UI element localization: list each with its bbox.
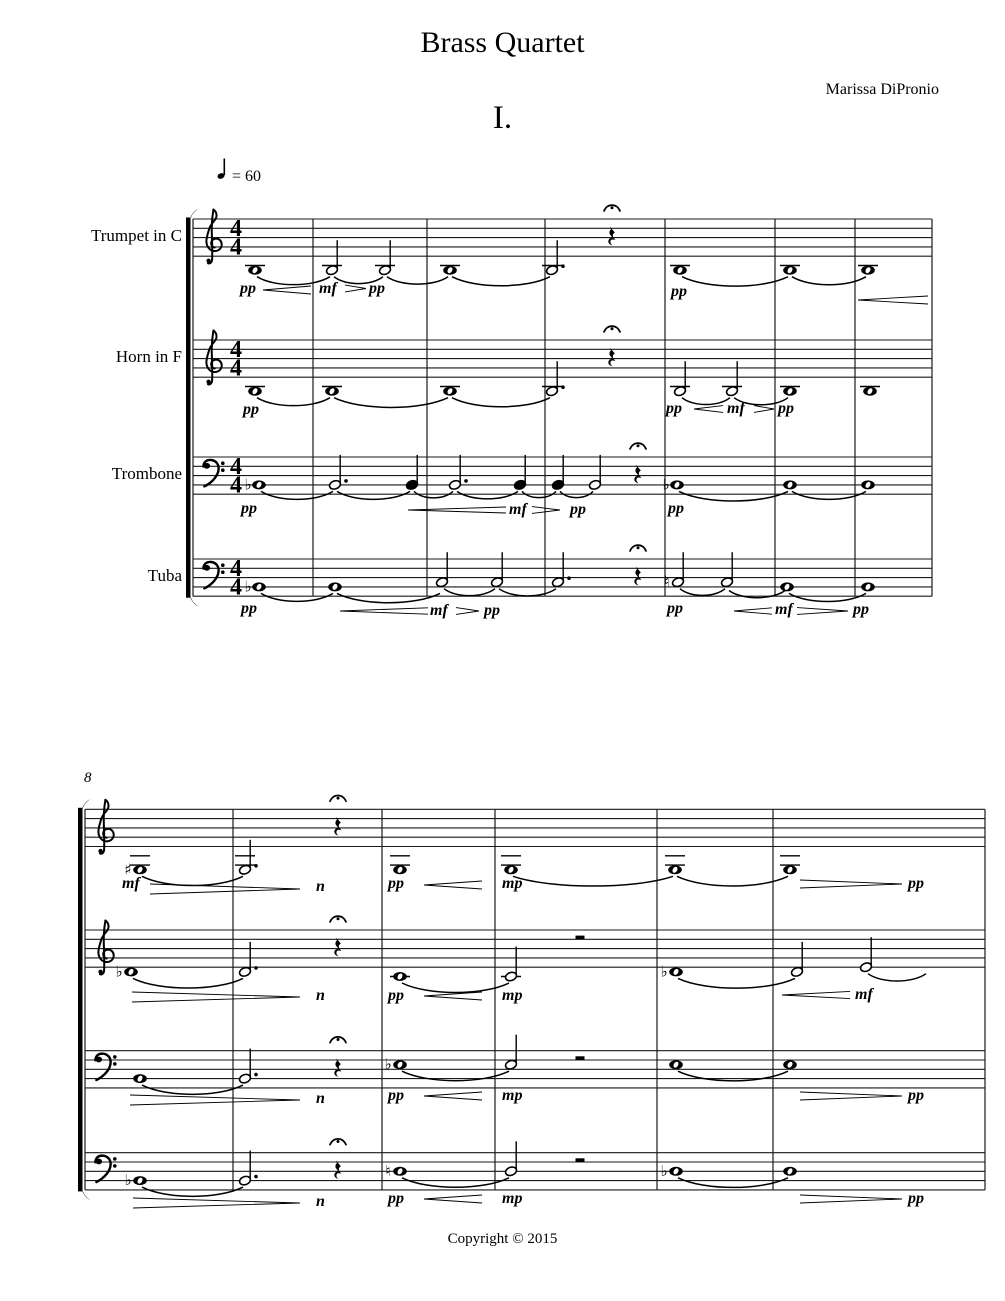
decrescendo-hairpin (132, 992, 300, 1002)
dynamic-marking (855, 986, 874, 1003)
tie (682, 398, 730, 405)
svg-text:mf: mf (509, 501, 527, 518)
accidental-icon (115, 962, 122, 980)
tie (402, 1178, 509, 1187)
quarter-note (405, 455, 418, 491)
whole-note (860, 387, 880, 396)
whole-note (245, 266, 265, 275)
quarter-rest-icon (608, 348, 615, 367)
dynamic-marking (386, 987, 404, 1004)
crescendo-hairpin (782, 991, 850, 998)
whole-note (133, 1176, 147, 1185)
dynamic-marking (239, 500, 257, 517)
whole-note (665, 856, 685, 875)
dynamic-marking (386, 1087, 404, 1104)
svg-text:pp: pp (240, 280, 256, 297)
half-note (238, 942, 257, 978)
whole-note (393, 1060, 407, 1069)
dynamic-marking (482, 602, 500, 619)
svg-text:n: n (316, 878, 325, 895)
svg-text:pp: pp (388, 1190, 404, 1207)
decrescendo-hairpin (130, 1095, 300, 1105)
svg-text:mf: mf (727, 400, 745, 417)
whole-note (440, 266, 460, 275)
svg-text:pp: pp (778, 400, 794, 417)
dynamic-marking (906, 1190, 924, 1207)
tie (334, 398, 448, 408)
svg-text:mp: mp (502, 1087, 523, 1104)
fermata-icon (630, 443, 646, 449)
whole-note (124, 967, 138, 976)
quarter-rest-icon (608, 227, 615, 246)
treble-clef-icon (98, 921, 113, 975)
whole-note (783, 1060, 797, 1069)
dynamic-marking (316, 1090, 325, 1107)
tie (677, 876, 788, 886)
half-note (670, 361, 690, 397)
svg-text:n: n (316, 987, 325, 1004)
dynamic-marking (669, 283, 687, 300)
accidental-icon (662, 475, 669, 493)
system-1 (186, 205, 932, 619)
dynamic-marking (665, 600, 683, 617)
dynamic-marking (776, 400, 794, 417)
svg-text:♯: ♯ (124, 860, 132, 879)
decrescendo-hairpin (532, 507, 560, 514)
tie (444, 589, 495, 596)
dynamic-marking (319, 280, 338, 297)
decrescendo-hairpin (133, 1198, 300, 1208)
svg-text:pp: pp (484, 602, 500, 619)
dynamic-marking (502, 987, 522, 1004)
svg-text:pp: pp (908, 1190, 924, 1207)
crescendo-hairpin (263, 286, 311, 294)
quarter-rest-icon (634, 567, 641, 586)
crescendo-hairpin (424, 1092, 482, 1100)
whole-note (322, 387, 342, 396)
dynamic-marking (122, 875, 141, 892)
whole-note (669, 967, 683, 976)
whole-note (501, 856, 521, 875)
half-rest-icon (576, 1158, 585, 1162)
quarter-rest-icon (334, 1058, 341, 1077)
fermata-icon (330, 916, 346, 922)
svg-text:4: 4 (230, 555, 242, 582)
movement-number: I. (492, 100, 513, 136)
fermata-icon (330, 795, 346, 801)
dynamic-marking (502, 1190, 522, 1207)
dynamic-marking (568, 501, 586, 518)
half-note (501, 947, 521, 983)
svg-text:pp: pp (570, 501, 586, 518)
instrument-label-horn: Horn in F (115, 347, 182, 366)
svg-text:4: 4 (230, 215, 242, 242)
decrescendo-hairpin (797, 608, 848, 615)
whole-note (670, 480, 684, 489)
svg-text:pp: pp (388, 1087, 404, 1104)
svg-text:n: n (316, 1090, 325, 1107)
accidental-icon (384, 1055, 391, 1073)
tie (679, 491, 788, 501)
bass-clef-icon (95, 1156, 116, 1182)
quarter-rest-icon (334, 938, 341, 957)
svg-text:pp: pp (388, 875, 404, 892)
dynamic-marking (238, 280, 256, 297)
dynamic-marking (386, 1190, 404, 1207)
half-rest-icon (576, 936, 585, 940)
half-note (322, 240, 342, 276)
svg-text:pp: pp (666, 400, 682, 417)
staff-trombone-system-2 (85, 1035, 985, 1107)
treble-clef-icon (206, 331, 221, 385)
instrument-label-trombone: Trombone (111, 464, 182, 483)
dynamic-marking (239, 600, 257, 617)
svg-text:pp: pp (671, 283, 687, 300)
treble-clef-icon (206, 210, 221, 264)
accidental-icon (660, 1162, 667, 1180)
svg-text:mf: mf (855, 986, 873, 1003)
tempo-marking (217, 159, 261, 186)
fermata-icon (330, 1139, 346, 1145)
tie (868, 974, 926, 981)
whole-note (252, 480, 266, 489)
dynamic-marking (386, 875, 404, 892)
tie (678, 1178, 788, 1188)
tie (402, 983, 509, 992)
tie (499, 589, 556, 596)
whole-note (861, 582, 875, 591)
half-note (551, 552, 570, 588)
tie (513, 876, 673, 886)
tie (142, 1085, 243, 1094)
quarter-note (551, 455, 564, 491)
staff-trumpet-system-2 (85, 795, 985, 895)
svg-text:pp: pp (668, 500, 684, 517)
crescendo-hairpin (424, 881, 482, 889)
svg-text:♭: ♭ (244, 475, 252, 494)
instrument-label-trumpet: Trumpet in C (90, 226, 182, 245)
fermata-icon (604, 326, 620, 332)
dynamic-marking (509, 501, 528, 518)
svg-text:mf: mf (430, 602, 448, 619)
whole-note (780, 266, 800, 275)
fermata-icon (604, 205, 620, 211)
whole-note (390, 856, 410, 875)
tie (133, 978, 243, 988)
tie (337, 491, 410, 499)
accidental-icon (664, 573, 669, 591)
tie (678, 1071, 788, 1081)
decrescendo-hairpin (800, 1092, 902, 1100)
dynamic-marking (727, 400, 746, 417)
svg-text:pp: pp (241, 500, 257, 517)
tie (457, 491, 518, 498)
svg-text:♭: ♭ (662, 475, 670, 494)
dynamic-marking (316, 1193, 325, 1210)
decrescendo-hairpin (456, 608, 479, 615)
whole-note (130, 856, 150, 875)
piece-title: Brass Quartet (420, 26, 585, 59)
crescendo-hairpin (858, 296, 928, 304)
svg-text:mf: mf (319, 280, 337, 297)
staff-horn-system-1 (193, 326, 932, 418)
dynamic-marking (906, 875, 924, 892)
svg-text:♭: ♭ (115, 962, 123, 981)
half-note (722, 361, 742, 397)
staff-tuba-system-2 (85, 1139, 985, 1210)
svg-text:pp: pp (667, 600, 683, 617)
svg-text:♭: ♭ (124, 1171, 132, 1190)
svg-text:4: 4 (230, 453, 242, 480)
decrescendo-hairpin (800, 1195, 902, 1203)
accidental-icon (124, 1171, 131, 1189)
half-note (504, 1141, 517, 1177)
quarter-rest-icon (634, 465, 641, 484)
accidental-icon (244, 475, 251, 493)
half-rest-icon (576, 1056, 585, 1060)
svg-text:♮: ♮ (385, 1161, 391, 1180)
staff-trumpet-system-1 (193, 205, 932, 304)
whole-note (783, 480, 797, 489)
system-2 (78, 795, 985, 1210)
crescendo-hairpin (408, 507, 506, 513)
half-note (588, 455, 601, 491)
tie (337, 593, 440, 602)
instrument-label-tuba: Tuba (147, 566, 182, 585)
dynamic-marking (664, 400, 682, 417)
tie (452, 398, 550, 407)
tie (261, 593, 333, 601)
quarter-note (513, 455, 526, 491)
half-note (504, 1035, 517, 1071)
dynamic-marking (316, 878, 325, 895)
svg-text:pp: pp (908, 1087, 924, 1104)
crescendo-hairpin (424, 1195, 482, 1203)
svg-text:4: 4 (230, 336, 242, 363)
tie (452, 277, 550, 286)
dynamic-marking (851, 601, 869, 618)
half-note (235, 840, 258, 876)
svg-text:pp: pp (243, 401, 259, 418)
svg-text:4: 4 (230, 234, 242, 261)
half-note (720, 552, 733, 588)
dynamic-marking (775, 601, 794, 618)
quarter-rest-icon (334, 817, 341, 836)
quarter-rest-icon (334, 1160, 341, 1179)
whole-note (252, 582, 266, 591)
dynamic-marking (502, 1087, 522, 1104)
svg-text:pp: pp (853, 601, 869, 618)
whole-note (861, 480, 875, 489)
decrescendo-hairpin (754, 406, 774, 413)
whole-note (440, 387, 460, 396)
tie (682, 277, 788, 286)
tie (678, 978, 795, 988)
crescendo-hairpin (340, 608, 428, 614)
svg-text:pp: pp (388, 987, 404, 1004)
whole-note (783, 1167, 797, 1176)
tie (142, 1187, 243, 1196)
bass-clef-icon (203, 562, 224, 588)
tie (261, 491, 333, 499)
half-note (490, 552, 503, 588)
svg-text:♭: ♭ (660, 962, 668, 981)
whole-note (245, 387, 265, 396)
bass-clef-icon (95, 1054, 116, 1080)
svg-text:mp: mp (502, 1190, 523, 1207)
dynamic-marking (430, 602, 449, 619)
fermata-icon (330, 1037, 346, 1043)
accidental-icon (385, 1162, 390, 1180)
whole-note (780, 856, 800, 875)
tie (402, 1071, 509, 1080)
dynamic-marking (906, 1087, 924, 1104)
fermata-icon (630, 545, 646, 551)
bass-clef-icon (203, 460, 224, 486)
half-note (375, 240, 395, 276)
whole-note (669, 1167, 683, 1176)
svg-text:♮: ♮ (664, 572, 670, 591)
crescendo-hairpin (694, 406, 723, 413)
svg-text:n: n (316, 1193, 325, 1210)
svg-text:4: 4 (230, 472, 242, 499)
whole-note (669, 1060, 683, 1069)
half-note (435, 552, 448, 588)
svg-text:mf: mf (775, 601, 793, 618)
accidental-icon (244, 577, 251, 595)
staff-horn-system-2 (85, 916, 985, 1004)
whole-note (390, 972, 410, 981)
svg-text:♭: ♭ (244, 577, 252, 596)
svg-text:pp: pp (241, 600, 257, 617)
svg-text:4: 4 (230, 574, 242, 601)
treble-clef-icon (98, 800, 113, 854)
dynamic-marking (316, 987, 325, 1004)
decrescendo-hairpin (150, 884, 300, 894)
decrescendo-hairpin (800, 880, 902, 888)
dynamic-marking (666, 500, 684, 517)
half-note (671, 552, 684, 588)
copyright-notice: Copyright © 2015 (447, 1231, 558, 1247)
svg-text:pp: pp (908, 875, 924, 892)
svg-text:♭: ♭ (384, 1055, 392, 1074)
svg-text:= 60: = 60 (232, 168, 262, 185)
whole-note (328, 582, 342, 591)
half-note (790, 942, 803, 978)
crescendo-hairpin (734, 608, 772, 614)
whole-note (858, 266, 878, 275)
composer-name: Marissa DiPronio (825, 81, 939, 98)
svg-text:mp: mp (502, 875, 523, 892)
tie (387, 277, 448, 284)
decrescendo-hairpin (345, 285, 366, 292)
whole-note (670, 266, 690, 275)
system-bracket (186, 209, 198, 606)
whole-note (780, 387, 800, 396)
tie (680, 589, 725, 596)
svg-text:♭: ♭ (660, 1161, 668, 1180)
svg-text:mf: mf (122, 875, 140, 892)
svg-text:mp: mp (502, 987, 523, 1004)
dynamic-marking (241, 401, 259, 418)
accidental-icon (660, 962, 667, 980)
system-bracket (78, 799, 90, 1200)
whole-note (133, 1074, 147, 1083)
tie (257, 398, 330, 406)
svg-text:pp: pp (369, 280, 385, 297)
measure-number: 8 (84, 770, 92, 786)
staff-tuba-system-1 (193, 545, 932, 619)
staff-trombone-system-1 (193, 443, 932, 518)
whole-note (780, 582, 794, 591)
half-note (859, 937, 872, 973)
whole-note (393, 1167, 407, 1176)
svg-text:4: 4 (230, 355, 242, 382)
